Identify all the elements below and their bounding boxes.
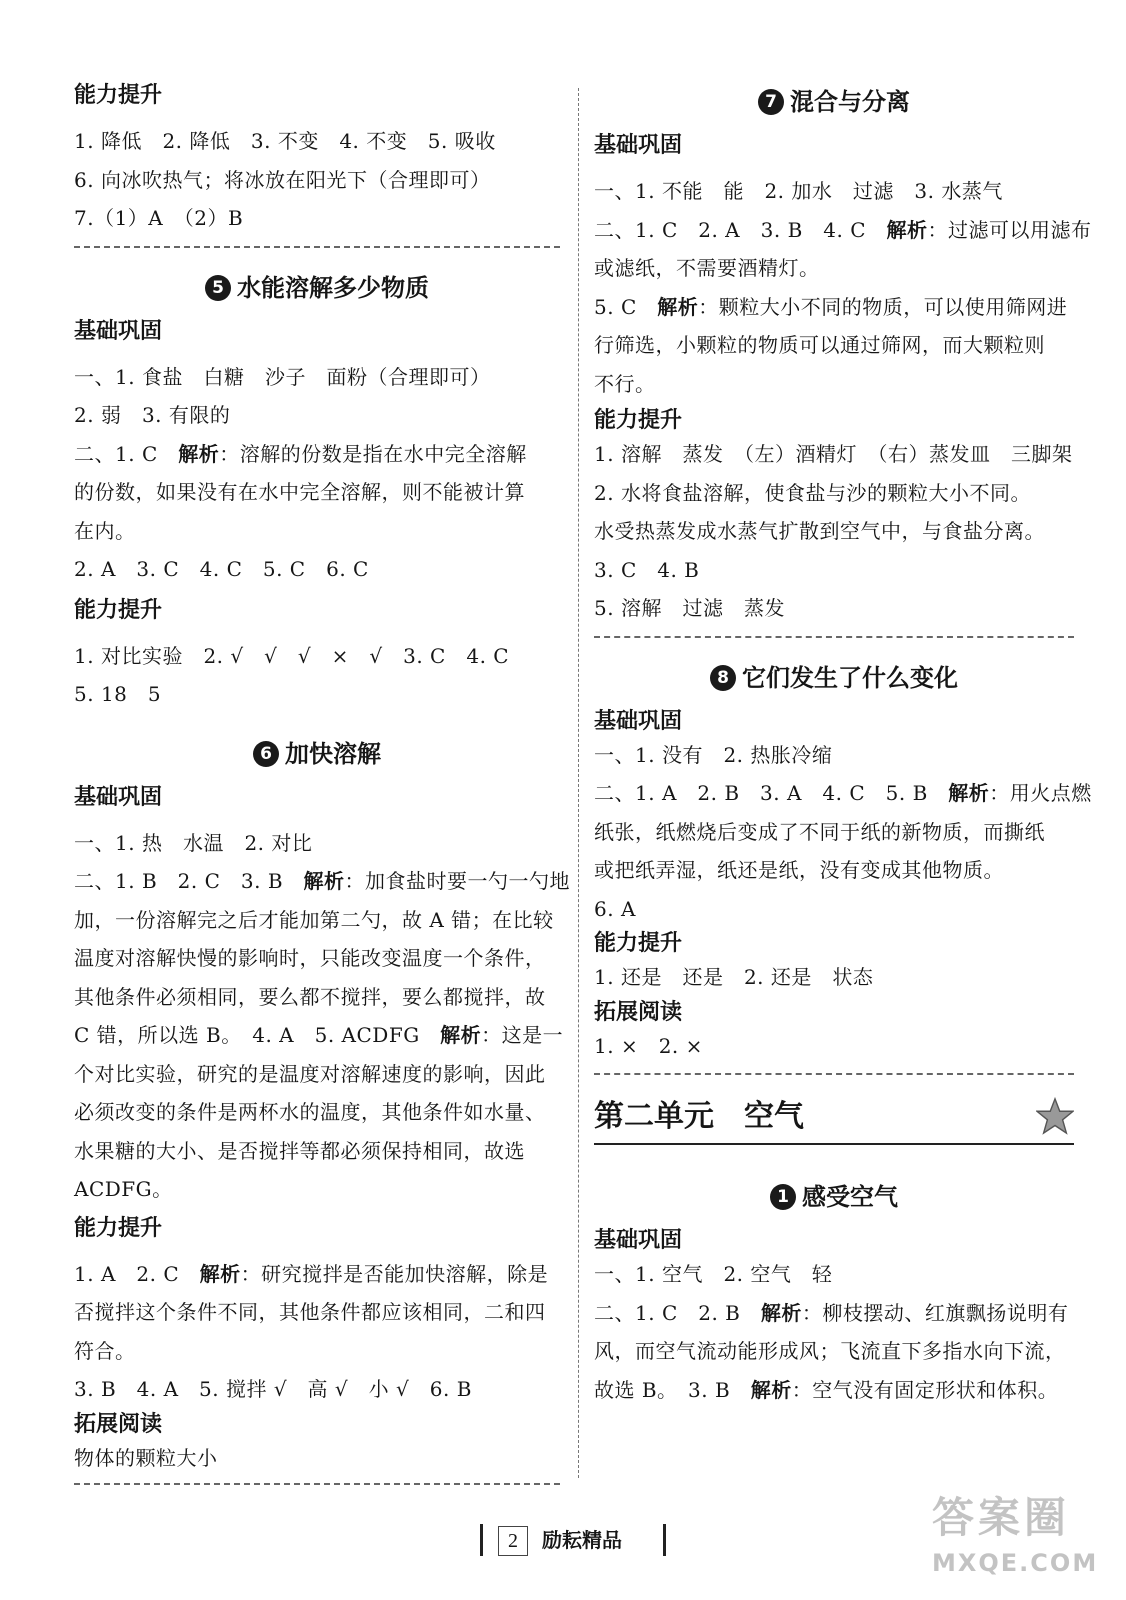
analysis-label: 解析 [948,781,990,805]
answer-line: 6. 向冰吹热气；将冰放在阳光下（合理即可） [74,167,491,192]
answer-line: 的份数，如果没有在水中完全溶解，则不能被计算 [74,480,525,504]
dashed-divider [74,246,560,248]
answer-text: C 错，所以选 B。 4. A 5. ACDFG [74,1023,441,1047]
page-footer [480,1522,666,1558]
section-heading: 能力提升 [74,1214,163,1241]
answer-line: 1. 降低 2. 降低 3. 不变 4. 不变 5. 吸收 [74,129,496,153]
watermark-url: MXQE.COM [932,1549,1099,1577]
answer-text: 1. A 2. C [74,1261,200,1286]
footer-bracket-left [480,1524,483,1556]
answer-line: 否搅拌这个条件不同，其他条件都应该相同，二和四 [74,1300,546,1324]
answer-line: 不行。 [594,371,656,396]
answer-text: 二、1. B 2. C 3. B [74,869,304,893]
section-heading: 能力提升 [74,596,163,623]
answer-line: 2. 水将食盐溶解，使食盐与沙的颗粒大小不同。 [594,480,1031,505]
dashed-divider [594,636,1074,638]
answer-text: ：研究搅拌是否能加快溶解，除是 [240,1261,549,1286]
star-icon [1036,1097,1074,1135]
answer-line: 水果糖的大小、是否搅拌等都必须保持相同，故选 [74,1138,525,1163]
left-column [74,80,571,1507]
answer-text: ：空气没有固定形状和体积。 [791,1377,1059,1402]
answer-line: 或把纸弄湿，纸还是纸，没有变成其他物质。 [594,858,1004,882]
answer-line: 7.（1）A （2）B [74,206,244,230]
answer-line [74,435,560,474]
column-divider [578,88,579,1478]
dashed-divider [594,1073,1074,1075]
answer-line: 纸张，纸燃烧后变成了不同于纸的新物质，而撕纸 [594,819,1045,844]
analysis-label: 解析 [440,1023,482,1047]
lesson-title-8 [594,660,1074,696]
answer-line: 一、1. 不能 能 2. 加水 过滤 3. 水蒸气 [594,179,1003,203]
lesson-title-7 [594,84,1074,120]
analysis-label: 解析 [303,869,345,893]
lesson-title-text: 混合与分离 [790,87,910,116]
answer-line: 个对比实验，研究的是温度对溶解速度的影响，因此 [74,1061,546,1086]
answer-text: ：这是一 [481,1023,564,1047]
answer-line: 物体的颗粒大小 [74,1445,218,1470]
section-heading: 拓展阅读 [594,998,683,1025]
answer-line: ACDFG。 [74,1177,173,1201]
lesson-number-badge: 5 [205,275,231,301]
answer-line: 必须改变的条件是两杯水的温度，其他条件如水量、 [74,1100,546,1124]
answer-text: 二、1. C [74,441,179,466]
analysis-label: 解析 [886,217,928,242]
page-number: 2 [498,1526,528,1556]
answer-text: ：柳枝摆动、红旗飘扬说明有 [801,1300,1069,1325]
answer-line: 水受热蒸发成水蒸气扩散到空气中，与食盐分离。 [594,519,1045,543]
brand-name: 励耘精品 [542,1528,622,1552]
section-heading: 能力提升 [594,407,683,433]
section-heading: 基础巩固 [74,783,163,810]
watermark-logo: 答案圈 [932,1493,1071,1542]
answer-line: 一、1. 食盐 白糖 沙子 面粉（合理即可） [74,364,491,389]
answer-line [74,1016,564,1055]
lesson-number-badge: 6 [253,741,279,767]
answer-line: 1. 溶解 蒸发 （左）酒精灯 （右）蒸发皿 三脚架 [594,442,1073,466]
answer-text: 二、1. C 2. B [594,1300,761,1325]
answer-line [594,288,1074,327]
answer-text: 故选 B。 3. B [594,1377,751,1402]
answer-line: 一、1. 热 水温 2. 对比 [74,830,313,855]
answer-line: 温度对溶解快慢的影响时，只能改变温度一个条件， [74,946,546,970]
section-heading: 基础巩固 [74,317,163,344]
answer-line: 1. 对比实验 2. √ √ √ × √ 3. C 4. C [74,643,510,668]
answer-line [594,1294,1074,1333]
lesson-number-badge: 1 [770,1184,796,1210]
answer-text: ：加食盐时要一勺一勺地 [344,869,571,893]
answer-line: 或滤纸，不需要酒精灯。 [594,256,820,280]
answer-text: ：过滤可以用滤布 [927,217,1092,242]
section-heading: 基础巩固 [594,707,683,734]
answer-line: 1. 还是 还是 2. 还是 状态 [594,965,874,989]
section-heading: 基础巩固 [594,1227,683,1253]
analysis-label: 解析 [178,441,220,466]
answer-line [594,211,1092,250]
answer-text: ：溶解的份数是指在水中完全溶解 [219,441,527,466]
lesson-number-badge: 8 [710,665,736,691]
answer-line: 6. A [594,896,636,921]
right-column [594,80,1092,1409]
analysis-label: 解析 [750,1377,792,1402]
lesson-title-text: 水能溶解多少物质 [237,272,429,302]
answer-text: ：用火点燃 [989,781,1092,805]
lesson-title-5 [74,270,560,306]
answer-line: 2. 弱 3. 有限的 [74,403,231,427]
watermark [932,1488,1112,1592]
answer-text: 二、1. A 2. B 3. A 4. C 5. B [594,781,949,805]
answer-line: 其他条件必须相同，要么都不搅拌，要么都搅拌，故 [74,984,546,1009]
answer-line: 在内。 [74,518,136,543]
footer-bracket-right [663,1524,666,1556]
answer-line: 一、1. 没有 2. 热胀冷缩 [594,742,833,767]
answer-line: 2. A 3. C 4. C 5. C 6. C [74,557,369,581]
analysis-label: 解析 [199,1261,241,1286]
section-heading: 能力提升 [74,82,163,108]
lesson-number-badge: 7 [758,89,784,115]
lesson-title-text: 感受空气 [802,1182,898,1211]
answer-text: ：颗粒大小不同的物质，可以使用筛网进 [698,294,1068,319]
answer-line: 一、1. 空气 2. 空气 轻 [594,1262,833,1286]
unit-title: 第二单元 空气 [594,1099,804,1134]
answer-line: 1. × 2. × [594,1033,703,1058]
answer-text: 5. C [594,294,658,319]
lesson-title-text: 加快溶解 [285,738,381,768]
dashed-divider [74,1483,560,1485]
answer-line: 3. B 4. A 5. 搅拌 √ 高 √ 小 √ 6. B [74,1377,472,1401]
answer-line [74,862,571,901]
section-heading: 能力提升 [594,930,683,956]
answer-line: 3. C 4. B [594,557,700,582]
answer-line [594,774,1092,813]
unit-heading [594,1085,1074,1145]
answer-text: 二、1. C 2. A 3. B 4. C [594,217,887,242]
analysis-label: 解析 [657,294,699,319]
answer-line: 行筛选，小颗粒的物质可以通过筛网，而大颗粒则 [594,333,1045,357]
answer-line: 加，一份溶解完之后才能加第二勺，故 A 错；在比较 [74,907,554,932]
answer-line [594,1371,1074,1410]
lesson-title-text: 它们发生了什么变化 [742,662,958,692]
analysis-label: 解析 [760,1300,802,1325]
lesson-title-6 [74,736,560,772]
section-heading: 拓展阅读 [74,1410,163,1437]
answer-line: 风，而空气流动能形成风；飞流直下多指水向下流， [594,1339,1066,1363]
answer-line [74,1255,560,1294]
answer-line: 5. 18 5 [74,682,162,706]
answer-line: 符合。 [74,1338,136,1363]
section-heading: 基础巩固 [594,132,683,158]
lesson-title-1 [594,1179,1074,1215]
answer-line: 5. 溶解 过滤 蒸发 [594,596,785,620]
